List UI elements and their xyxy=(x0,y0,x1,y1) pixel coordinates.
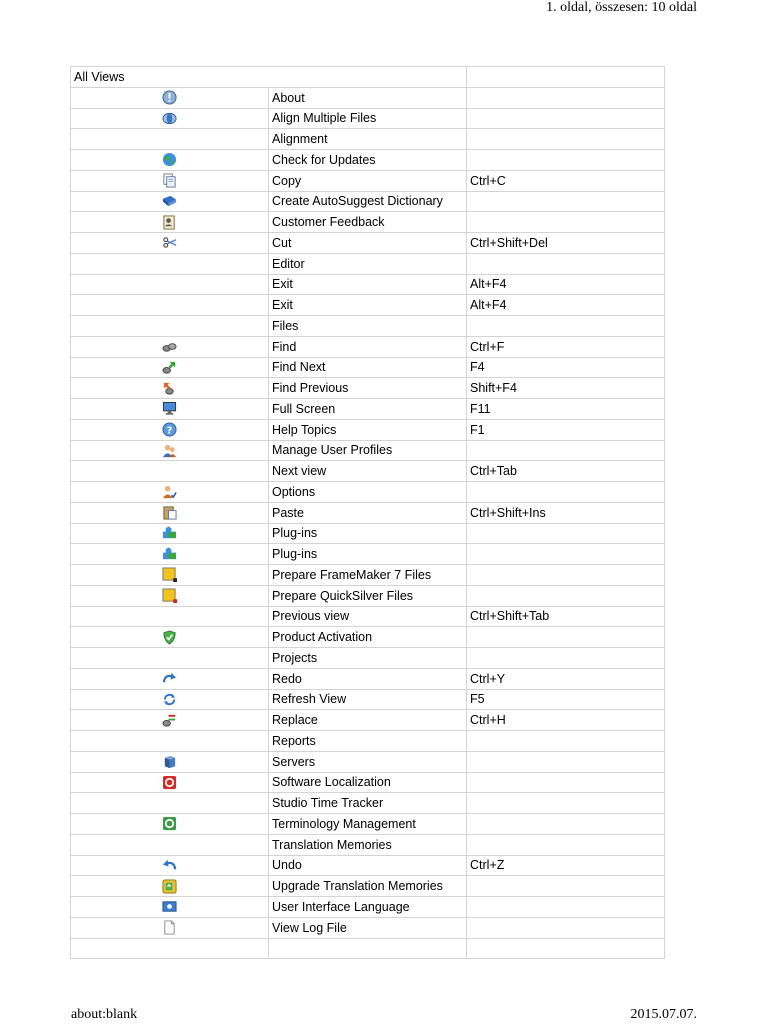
view-shortcut xyxy=(467,627,665,648)
row-icon-cell xyxy=(71,834,269,855)
row-icon-cell xyxy=(71,129,269,150)
table-row xyxy=(71,357,665,378)
view-shortcut xyxy=(467,191,665,212)
view-name: Prepare FrameMaker 7 Files xyxy=(269,565,467,586)
footer-date: 2015.07.07. xyxy=(630,1007,697,1022)
view-name: Exit xyxy=(269,295,467,316)
view-shortcut xyxy=(467,876,665,897)
table-header-shortcut-cell xyxy=(467,67,665,88)
server-icon xyxy=(162,754,177,769)
row-icon-cell xyxy=(71,87,269,108)
row-icon-cell xyxy=(71,295,269,316)
table-row xyxy=(71,544,665,565)
view-shortcut: Shift+F4 xyxy=(467,378,665,399)
row-icon-cell xyxy=(71,399,269,420)
scissors-icon xyxy=(162,235,177,250)
view-shortcut xyxy=(467,731,665,752)
page-number-header: 1. oldal, összesen: 10 oldal xyxy=(546,0,697,15)
find-next-icon xyxy=(162,360,177,375)
view-name: Studio Time Tracker xyxy=(269,793,467,814)
view-shortcut xyxy=(467,544,665,565)
view-name: Product Activation xyxy=(269,627,467,648)
view-shortcut xyxy=(467,585,665,606)
row-icon-cell xyxy=(71,274,269,295)
table-row xyxy=(71,710,665,731)
table-row xyxy=(71,938,665,959)
view-name: Upgrade Translation Memories xyxy=(269,876,467,897)
view-shortcut: Ctrl+Z xyxy=(467,855,665,876)
table-row xyxy=(71,150,665,171)
quicksilver-icon xyxy=(162,588,177,603)
view-shortcut: F11 xyxy=(467,399,665,420)
dictionary-book-icon xyxy=(162,194,177,209)
table-title: All Views xyxy=(71,67,467,88)
table-row xyxy=(71,316,665,337)
row-icon-cell xyxy=(71,357,269,378)
view-name: Paste xyxy=(269,502,467,523)
table-row xyxy=(71,627,665,648)
view-shortcut xyxy=(467,253,665,274)
undo-icon xyxy=(162,858,177,873)
view-shortcut xyxy=(467,648,665,669)
view-name: Copy xyxy=(269,170,467,191)
view-name: Check for Updates xyxy=(269,150,467,171)
view-name: Cut xyxy=(269,233,467,254)
table-row xyxy=(71,668,665,689)
row-icon-cell xyxy=(71,482,269,503)
framemaker-icon xyxy=(162,567,177,582)
view-name: Software Localization xyxy=(269,772,467,793)
svg-text:?: ? xyxy=(166,425,173,437)
table-row xyxy=(71,917,665,938)
view-shortcut: Alt+F4 xyxy=(467,295,665,316)
row-icon-cell xyxy=(71,648,269,669)
table-row xyxy=(71,191,665,212)
row-icon-cell xyxy=(71,668,269,689)
table-row xyxy=(71,502,665,523)
view-name: Find Next xyxy=(269,357,467,378)
view-shortcut xyxy=(467,129,665,150)
view-name: Refresh View xyxy=(269,689,467,710)
row-icon-cell xyxy=(71,689,269,710)
views-table xyxy=(70,66,665,959)
row-icon-cell xyxy=(71,917,269,938)
view-shortcut: Ctrl+Shift+Tab xyxy=(467,606,665,627)
view-name: Alignment xyxy=(269,129,467,150)
view-shortcut: Ctrl+H xyxy=(467,710,665,731)
view-shortcut: Alt+F4 xyxy=(467,274,665,295)
row-icon-cell xyxy=(71,253,269,274)
view-shortcut xyxy=(467,772,665,793)
software-localization-icon xyxy=(162,775,177,790)
view-shortcut xyxy=(467,440,665,461)
table-row xyxy=(71,751,665,772)
view-name xyxy=(269,938,467,959)
table-row xyxy=(71,129,665,150)
view-shortcut xyxy=(467,565,665,586)
view-shortcut xyxy=(467,150,665,171)
view-shortcut: Ctrl+Tab xyxy=(467,461,665,482)
table-row xyxy=(71,606,665,627)
table-row xyxy=(71,689,665,710)
view-name: Prepare QuickSilver Files xyxy=(269,585,467,606)
table-row xyxy=(71,170,665,191)
row-icon-cell xyxy=(71,170,269,191)
view-shortcut: F1 xyxy=(467,419,665,440)
view-name: Files xyxy=(269,316,467,337)
row-icon-cell xyxy=(71,440,269,461)
table-row xyxy=(71,274,665,295)
table-row xyxy=(71,897,665,918)
ui-language-icon xyxy=(162,899,177,914)
view-name: View Log File xyxy=(269,917,467,938)
view-name: Translation Memories xyxy=(269,834,467,855)
row-icon-cell xyxy=(71,606,269,627)
row-icon-cell xyxy=(71,897,269,918)
row-icon-cell xyxy=(71,233,269,254)
table-row xyxy=(71,772,665,793)
table-row xyxy=(71,233,665,254)
view-name: Customer Feedback xyxy=(269,212,467,233)
view-shortcut xyxy=(467,316,665,337)
table-row xyxy=(71,834,665,855)
view-name: Undo xyxy=(269,855,467,876)
view-shortcut xyxy=(467,523,665,544)
paste-icon xyxy=(162,505,177,520)
table-row xyxy=(71,523,665,544)
table-row xyxy=(71,399,665,420)
row-icon-cell xyxy=(71,502,269,523)
view-shortcut xyxy=(467,212,665,233)
view-shortcut xyxy=(467,938,665,959)
view-name: Exit xyxy=(269,274,467,295)
view-name: Terminology Management xyxy=(269,814,467,835)
table-row xyxy=(71,378,665,399)
table-row xyxy=(71,565,665,586)
row-icon-cell xyxy=(71,731,269,752)
row-icon-cell xyxy=(71,710,269,731)
views-table-body xyxy=(71,67,665,959)
user-options-icon xyxy=(162,484,177,499)
table-row xyxy=(71,108,665,129)
row-icon-cell xyxy=(71,212,269,233)
binoculars-icon xyxy=(162,339,177,354)
view-name: Reports xyxy=(269,731,467,752)
table-row xyxy=(71,855,665,876)
row-icon-cell xyxy=(71,150,269,171)
row-icon-cell xyxy=(71,336,269,357)
replace-icon xyxy=(162,713,177,728)
view-name: User Interface Language xyxy=(269,897,467,918)
redo-icon xyxy=(162,671,177,686)
align-files-icon xyxy=(162,111,177,126)
table-row xyxy=(71,585,665,606)
view-shortcut xyxy=(467,917,665,938)
view-name: Help Topics xyxy=(269,419,467,440)
view-name: Full Screen xyxy=(269,399,467,420)
view-name: Replace xyxy=(269,710,467,731)
row-icon-cell xyxy=(71,751,269,772)
table-row xyxy=(71,482,665,503)
view-shortcut: Ctrl+C xyxy=(467,170,665,191)
row-icon-cell xyxy=(71,419,269,440)
table-row xyxy=(71,440,665,461)
view-shortcut: Ctrl+Y xyxy=(467,668,665,689)
row-icon-cell xyxy=(71,108,269,129)
table-row xyxy=(71,731,665,752)
view-name: Align Multiple Files xyxy=(269,108,467,129)
row-icon-cell xyxy=(71,565,269,586)
row-icon-cell xyxy=(71,316,269,337)
row-icon-cell xyxy=(71,876,269,897)
footer-url: about:blank xyxy=(71,1007,138,1022)
row-icon-cell xyxy=(71,585,269,606)
row-icon-cell xyxy=(71,627,269,648)
view-shortcut: Ctrl+Shift+Ins xyxy=(467,502,665,523)
view-shortcut xyxy=(467,814,665,835)
row-icon-cell xyxy=(71,544,269,565)
row-icon-cell xyxy=(71,461,269,482)
table-header-row xyxy=(71,67,665,88)
table-row xyxy=(71,212,665,233)
view-shortcut: F5 xyxy=(467,689,665,710)
table-row xyxy=(71,793,665,814)
view-shortcut xyxy=(467,87,665,108)
view-shortcut: Ctrl+F xyxy=(467,336,665,357)
table-row xyxy=(71,648,665,669)
view-name: Options xyxy=(269,482,467,503)
view-name: Plug-ins xyxy=(269,523,467,544)
plugin-icon xyxy=(162,526,177,541)
row-icon-cell xyxy=(71,772,269,793)
refresh-icon xyxy=(162,692,177,707)
view-name: Editor xyxy=(269,253,467,274)
table-row xyxy=(71,814,665,835)
view-shortcut: F4 xyxy=(467,357,665,378)
view-shortcut xyxy=(467,482,665,503)
view-name: About xyxy=(269,87,467,108)
copy-icon xyxy=(162,173,177,188)
view-shortcut xyxy=(467,751,665,772)
table-row xyxy=(71,419,665,440)
globe-update-icon xyxy=(162,152,177,167)
table-row xyxy=(71,876,665,897)
row-icon-cell xyxy=(71,855,269,876)
table-row xyxy=(71,87,665,108)
plugin-icon xyxy=(162,547,177,562)
view-name: Redo xyxy=(269,668,467,689)
row-icon-cell xyxy=(71,523,269,544)
feedback-icon xyxy=(162,215,177,230)
view-name: Plug-ins xyxy=(269,544,467,565)
view-name: Previous view xyxy=(269,606,467,627)
view-name: Manage User Profiles xyxy=(269,440,467,461)
view-shortcut xyxy=(467,793,665,814)
table-row xyxy=(71,295,665,316)
user-profiles-icon xyxy=(162,443,177,458)
table-row xyxy=(71,253,665,274)
info-icon xyxy=(162,90,177,105)
row-icon-cell xyxy=(71,378,269,399)
find-previous-icon xyxy=(162,381,177,396)
view-name: Find xyxy=(269,336,467,357)
terminology-icon xyxy=(162,816,177,831)
monitor-icon xyxy=(162,401,177,416)
view-shortcut: Ctrl+Shift+Del xyxy=(467,233,665,254)
view-shortcut xyxy=(467,897,665,918)
help-icon xyxy=(162,422,177,437)
log-file-icon xyxy=(162,920,177,935)
shield-check-icon xyxy=(162,630,177,645)
view-shortcut xyxy=(467,834,665,855)
view-name: Next view xyxy=(269,461,467,482)
row-icon-cell xyxy=(71,793,269,814)
row-icon-cell xyxy=(71,814,269,835)
row-icon-cell xyxy=(71,191,269,212)
view-name: Find Previous xyxy=(269,378,467,399)
table-row xyxy=(71,461,665,482)
table-row xyxy=(71,336,665,357)
row-icon-cell xyxy=(71,938,269,959)
view-name: Projects xyxy=(269,648,467,669)
upgrade-tm-icon xyxy=(162,879,177,894)
view-name: Servers xyxy=(269,751,467,772)
view-name: Create AutoSuggest Dictionary xyxy=(269,191,467,212)
view-shortcut xyxy=(467,108,665,129)
